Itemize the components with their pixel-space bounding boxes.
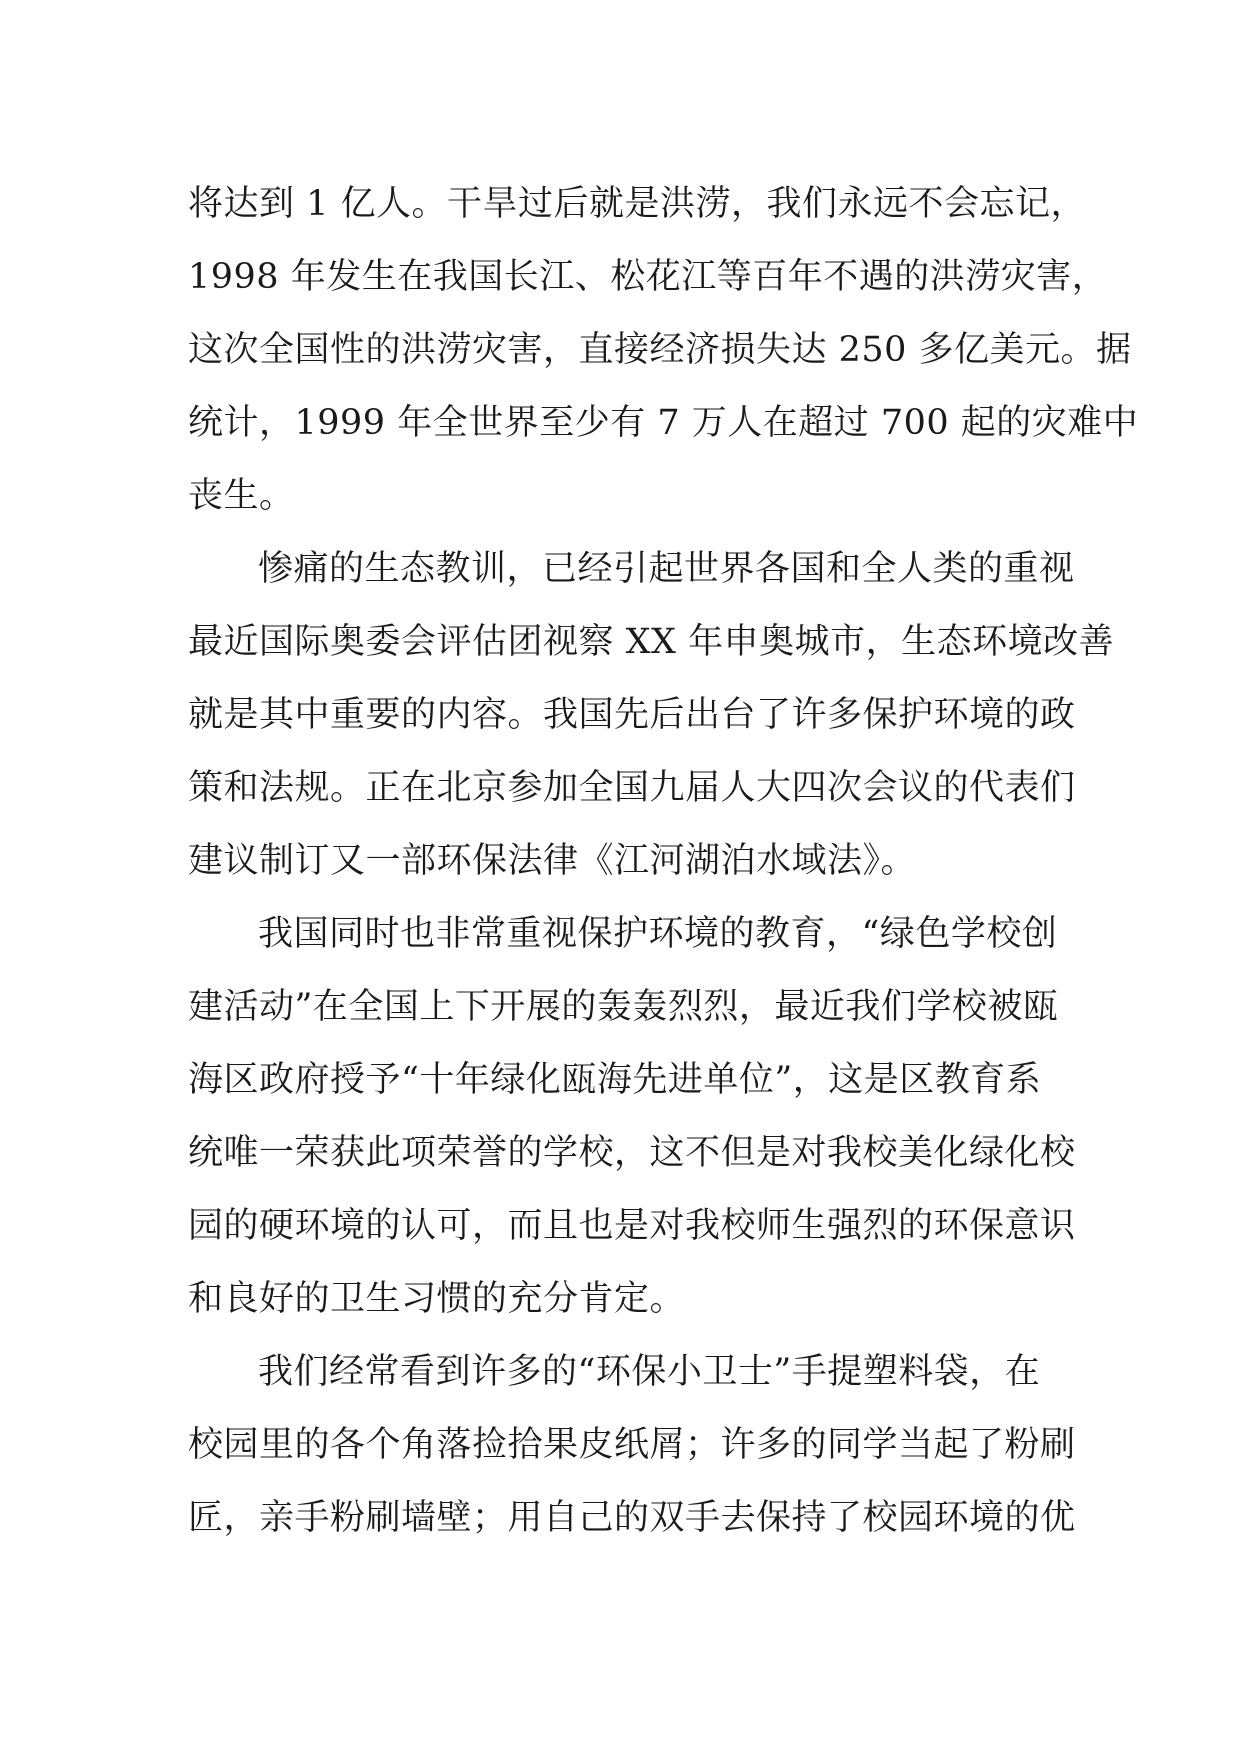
paragraph-1 (188, 168, 1139, 533)
text-line: 我们经常看到许多的“环保小卫士”手提塑料袋，在 (258, 1352, 1041, 1392)
text-line: 匠，亲手粉刷墙壁；用自己的双手去保持了校园环境的优 (188, 1498, 1076, 1538)
text-line: 校园里的各个角落捡拾果皮纸屑；许多的同学当起了粉刷 (188, 1425, 1076, 1465)
text-line: 我国同时也非常重视保护环境的教育，“绿色学校创 (258, 914, 1058, 954)
text-line: 园的硬环境的认可，而且也是对我校师生强烈的环保意识 (188, 1206, 1076, 1246)
text-line: 海区政府授予“十年绿化瓯海先进单位”，这是区教育系 (188, 1060, 1042, 1100)
text-line: 这次全国性的洪涝灾害，直接经济损失达 250 多亿美元。据 (188, 330, 1132, 370)
paragraph-2 (188, 533, 1115, 898)
text-line: 策和法规。正在北京参加全国九届人大四次会议的代表们 (188, 768, 1076, 808)
text-line: 统计，1999 年全世界至少有 7 万人在超过 700 起的灾难中 (188, 403, 1139, 443)
text-line: 建活动”在全国上下开展的轰轰烈烈，最近我们学校被瓯 (188, 987, 1059, 1027)
text-line: 最近国际奥委会评估团视察 XX 年申奥城市，生态环境改善 (188, 622, 1115, 662)
text-line: 将达到 1 亿人。干旱过后就是洪涝，我们永远不会忘记， (188, 184, 1087, 224)
paragraph-3 (188, 898, 1076, 1336)
body-text (188, 168, 1139, 1555)
text-line: 惨痛的生态教训，已经引起世界各国和全人类的重视 (258, 549, 1075, 589)
text-line: 统唯一荣获此项荣誉的学校，这不但是对我校美化绿化校 (188, 1133, 1076, 1173)
text-line: 就是其中重要的内容。我国先后出台了许多保护环境的政 (188, 695, 1076, 735)
text-line: 丧生。 (188, 476, 295, 516)
text-line: 和良好的卫生习惯的充分肯定。 (188, 1279, 686, 1319)
text-line: 建议制订又一部环保法律《江河湖泊水域法》。 (188, 841, 917, 881)
text-line: 1998 年发生在我国长江、松花江等百年不遇的洪涝灾害， (188, 257, 1108, 297)
paragraph-4 (188, 1336, 1076, 1555)
